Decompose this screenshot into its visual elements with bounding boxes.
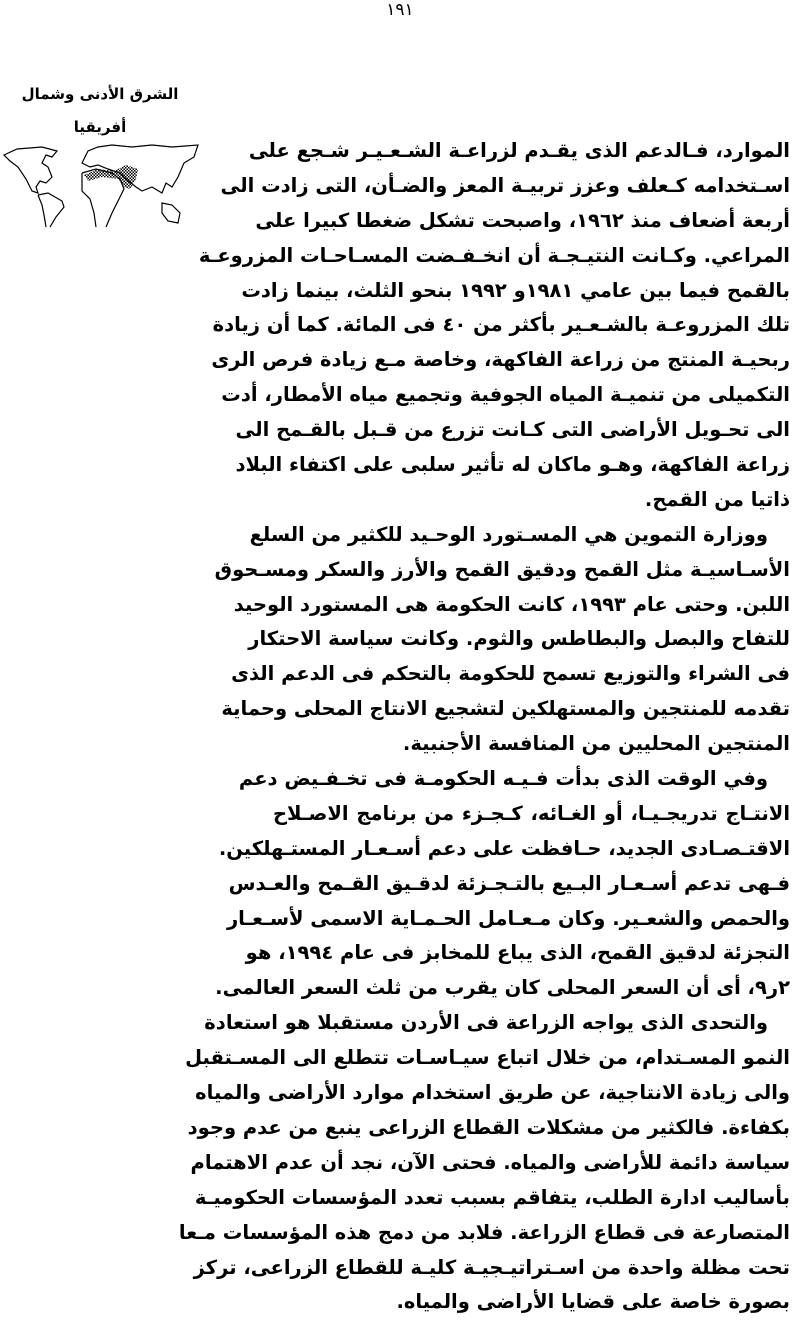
- text-line: والتحدى الذى يواجه الزراعة فى الأردن مستقبلا هو استعادة: [204, 1011, 768, 1035]
- world-map-icon: [2, 143, 200, 228]
- text-line: الاقتـصـادى الجديد، حـافظت على دعم أسـعـار المستـهلكين.: [218, 836, 790, 860]
- text-line: ووزارة التموين هي المسـتورد الوحـيد للكثير من السلع: [249, 522, 768, 546]
- text-line: المراعي. وكـانت النتيـجـة أن انخـفـضت المسـاحـات المزروعـة: [198, 243, 790, 267]
- text-line: فى الشراء والتوزيع تسمح للحكومة بالتحكم فى الدعم الذى: [231, 662, 790, 686]
- text-line: ربحيـة المنتج من زراعة الفاكهة، وخاصة مـع زيادة فرص الرى: [211, 348, 790, 372]
- text-line: بأساليب ادارة الطلب، يتفاقم بسبب تعدد المؤسسات الحكوميـة: [194, 1185, 790, 1209]
- text-line: المنتجين المحليين من المنافسة الأجنبية.: [402, 732, 790, 756]
- text-line: الانتـاج تدريجـيـا، أو الغـائه، كـجـزء من برنامج الاصـلاح: [273, 801, 790, 825]
- text-line: التجزئة لدقيق القمح، الذى يباع للمخابز فى عام ١٩٩٤، هو: [245, 941, 790, 965]
- text-line: الأسـاسيـة مثل القمح ودقيق القمح والأرز والسكر ومسـحوق: [214, 557, 790, 581]
- text-line: المتصارعة فى قطاع الزراعة. فلابد من دمج هذه المؤسسات مـعا: [178, 1220, 790, 1244]
- text-line: اسـتخدامه كـعلف وعزز تربيـة المعز والضـأن، التى زادت الى: [220, 173, 790, 197]
- body-text: [178, 134, 790, 1320]
- text-line: بصورة خاصة على قضايا الأراضى والمياه.: [396, 1290, 790, 1314]
- text-line: تلك المزروعـة بالشـعـير بأكثر من ٤٠ فى المائة. كما أن زيادة: [212, 313, 790, 337]
- text-line: أربعة أضعاف منذ ١٩٦٢، واصبحت تشكل ضغطا كبيرا على: [255, 208, 790, 232]
- text-line: اللبن. وحتى عام ١٩٩٣، كانت الحكومة هى المستورد الوحيد: [233, 592, 790, 616]
- highlighted-region: [84, 165, 138, 189]
- caption-line: الشرق الأدنى وشمال: [21, 85, 179, 103]
- text-line: وفي الوقت الذى بدأت فـيـه الحكومـة فى تخـفـيض دعم: [238, 767, 768, 791]
- text-line: تقدمه للمنتجين والمستهلكين لتشجيع الانتاج المحلى وحماية: [221, 697, 790, 721]
- text-line: سياسة دائمة للأراضى والمياه. فحتى الآن، نجد أن عدم الاهتمام: [190, 1150, 790, 1174]
- text-line: زراعة الفاكهة، وهـو ماكان له تأثير سلبى على اكتفاء البلاد: [235, 453, 790, 477]
- text-line: ذاتيا من القمح.: [644, 487, 790, 511]
- text-line: بالقمح فيما بين عامي ١٩٨١و ١٩٩٢ بنحو الثلث، بينما زادت: [241, 278, 790, 302]
- page-number: ١٩١: [386, 0, 414, 20]
- sidebar-caption: [0, 78, 200, 144]
- text-line: فـهى تدعم أسـعـار البـيع بالتـجـزئة لدقـيق القـمح والعـدس: [228, 871, 790, 895]
- text-line: للتفاح والبصل والبطاطس والثوم. وكانت سياسة الاحتكار: [248, 627, 790, 651]
- text-line: تحت مظلة واحدة من اسـتراتيـجيـة كليـة للقطاع الزراعى، تركز: [193, 1255, 790, 1279]
- text-line: ٢ر٩، أى أن السعر المحلى كان يقرب من ثلث السعر العالمى.: [215, 976, 790, 1000]
- text-line: النمو المسـتدام، من خلال اتباع سيـاسـات تتطلع الى المسـتقبل: [185, 1046, 790, 1070]
- text-line: بكفاءة. فالكثير من مشكلات القطاع الزراعى ينبع من عدم وجود: [187, 1115, 790, 1139]
- text-line: الموارد، فـالدعم الذى يقـدم لزراعـة الشـعـيـر شـجع على: [248, 139, 790, 162]
- text-line: والى زيادة الانتاجية، عن طريق استخدام موارد الأراضى والمياه: [195, 1081, 790, 1105]
- text-line: التكميلى من تنميـة المياه الجوفية وتجميع مياه الأمطار، أدت: [221, 383, 790, 407]
- text-line: الى تحـويل الأراضى التى كـانت تزرع من قـبل بالقـمح الى: [235, 418, 790, 442]
- caption-line: أفريقيا: [73, 118, 127, 136]
- text-line: والحمص والشعـير. وكان مـعـامل الحـمـاية الاسمى لأسـعـار: [226, 906, 790, 930]
